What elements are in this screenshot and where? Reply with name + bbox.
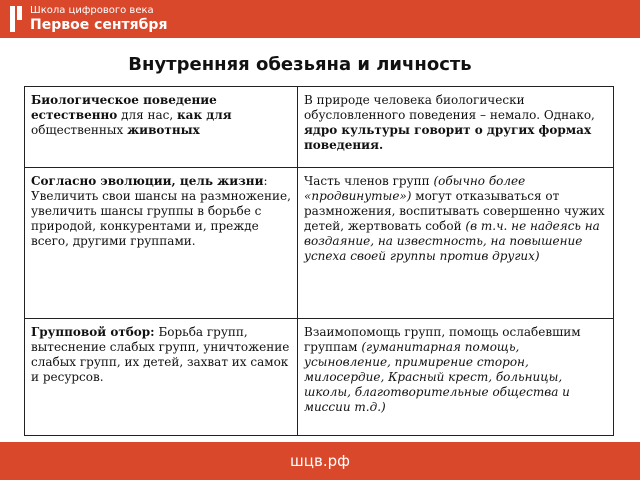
cell-text: Согласно эволюции, цель жизни xyxy=(31,174,264,188)
table-row xyxy=(25,87,614,168)
cell-text: для нас, xyxy=(117,108,178,122)
cell-text: (обычно более «продвинутые») xyxy=(304,174,526,203)
table-cell xyxy=(25,168,298,319)
cell-text: Борьба групп, вытеснение слабых групп, уничтожение слабых групп, их детей, захват их самок и ресурсов. xyxy=(31,325,290,384)
brand-logo-icon xyxy=(10,6,24,32)
cell-text: (в т.ч. не надеясь на воздаяние, на известность, на повышение успеха своей группы против других) xyxy=(304,219,600,263)
table-cell xyxy=(298,87,614,168)
cell-text: животных xyxy=(127,123,200,137)
cell-text: Групповой отбор: xyxy=(31,325,155,339)
cell-text: В природе человека биологически обусловленного поведения – немало. Однако, xyxy=(304,93,595,122)
table-row xyxy=(25,319,614,436)
cell-text: : Увеличить свои шансы на размножение, увеличить шансы группы в борьбе с природой, конкурентами и, прежде всего, другими группами. xyxy=(31,174,291,248)
table-cell xyxy=(25,319,298,436)
cell-text: Взаимопомощь групп, помощь ослабевшим группам xyxy=(304,325,581,354)
brand-line2: Первое сентября xyxy=(30,17,168,33)
brand-logo[interactable] xyxy=(10,4,167,34)
cell-text: Биологическое поведение естественно xyxy=(31,93,217,122)
cell-text: (гуманитарная помощь, усыновление, примирение сторон, милосердие, Красный крест, больницы, школы, благотворительные общества и миссии т.д.) xyxy=(304,340,570,414)
content-table xyxy=(24,86,614,436)
table-cell xyxy=(298,168,614,319)
table-row xyxy=(25,168,614,319)
brand-line1: Школа цифрового века xyxy=(30,5,154,16)
cell-text: Часть членов групп xyxy=(304,174,434,188)
cell-text: ядро культуры говорит о других формах поведения. xyxy=(304,123,592,152)
cell-text: могут отказываться от размножения, воспитывать совершенно чужих детей, жертвовать собой xyxy=(304,189,605,233)
table-cell xyxy=(298,319,614,436)
cell-text: как для xyxy=(177,108,232,122)
table-cell xyxy=(25,87,298,168)
cell-text: общественных xyxy=(31,123,128,137)
footer-bar xyxy=(0,442,640,480)
top-header-bar xyxy=(0,0,640,38)
footer-site-link[interactable]: шцв.рф xyxy=(290,452,350,470)
slide-title: Внутренняя обезьяна и личность xyxy=(128,54,472,75)
